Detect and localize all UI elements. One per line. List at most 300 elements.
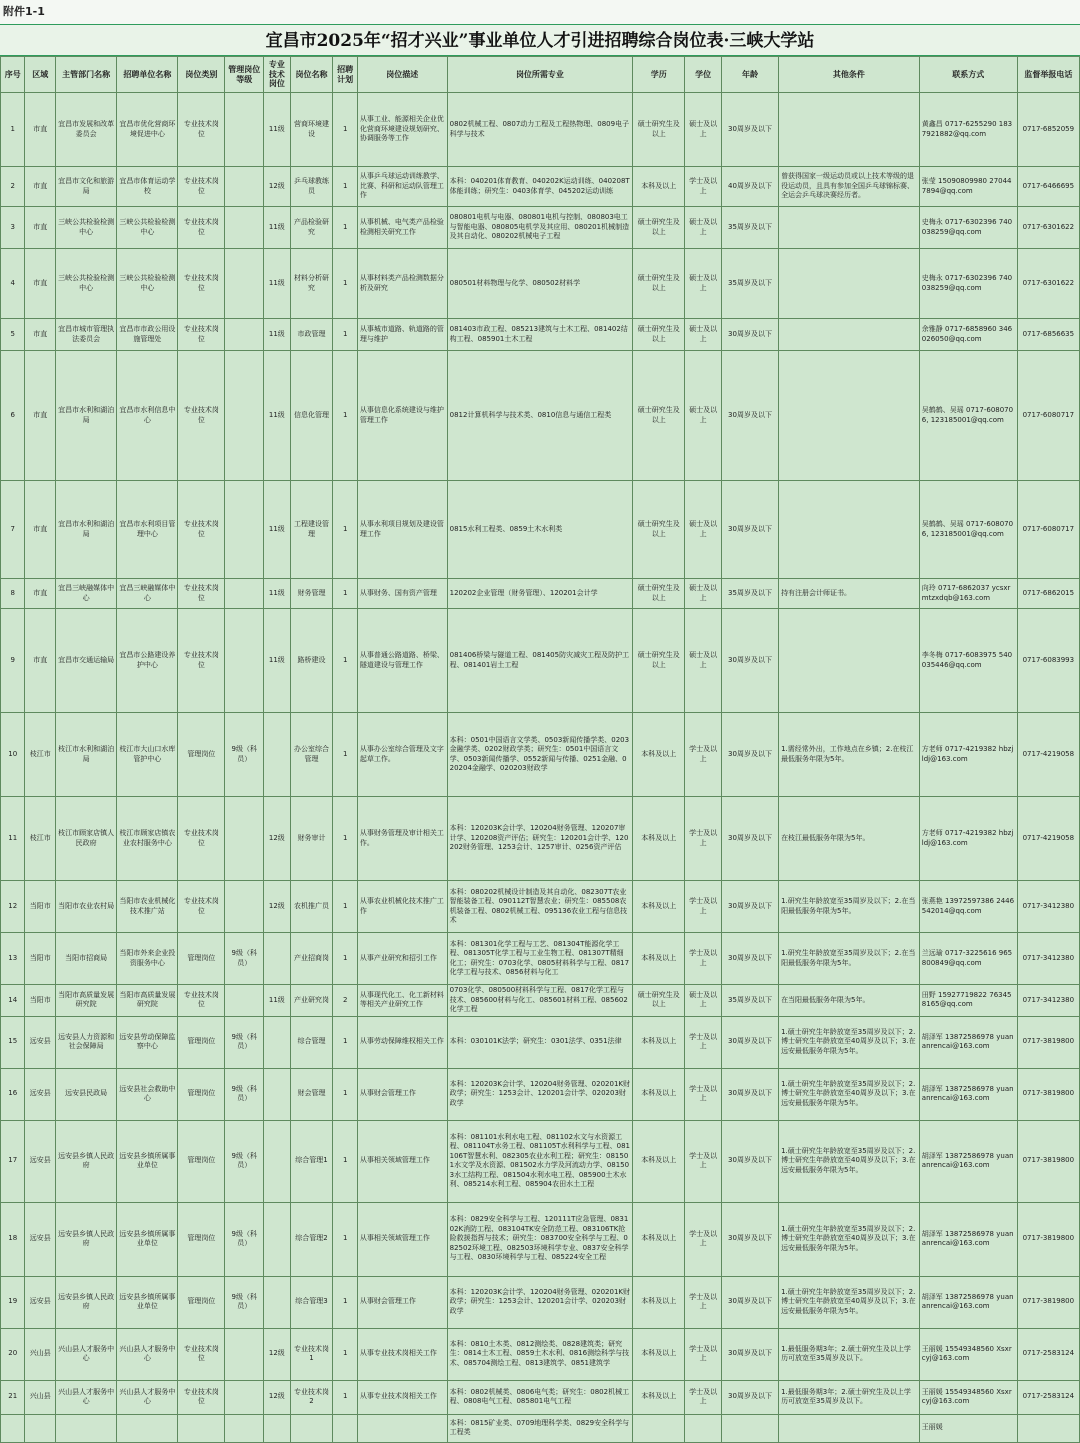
table-cell [1017, 1414, 1079, 1442]
table-cell: 1 [333, 933, 357, 985]
table-cell: 0717-6856635 [1017, 319, 1079, 351]
table-cell: 9级（科员） [225, 1068, 264, 1120]
table-cell: 从事机械、电气类产品检验检测相关研究工作 [357, 207, 447, 249]
table-cell: 0717-6852059 [1017, 93, 1079, 167]
table-cell: 1.最低服务期3年；2.硕士研究生及以上学历可放宽至35周岁及以下。 [779, 1328, 920, 1380]
table-cell: 当阳市农业机械化技术推广站 [117, 881, 178, 933]
table-cell: 4 [1, 249, 25, 319]
table-cell [225, 579, 264, 609]
table-row [1, 319, 1080, 351]
table-cell: 远安县乡镇所属事业单位 [117, 1202, 178, 1276]
table-cell: 0717-6466695 [1017, 167, 1079, 207]
table-cell: 从事乒乓球运动训练教学、比赛、科研和运动队管理工作 [357, 167, 447, 207]
table-cell: 管理岗位 [178, 1120, 225, 1202]
table-cell: 0717-3412380 [1017, 985, 1079, 1017]
table-cell: 专业技术岗位 [178, 249, 225, 319]
table-cell: 远安县乡镇所属事业单位 [117, 1276, 178, 1328]
table-cell: 兴山县人才服务中心 [117, 1380, 178, 1414]
table-cell: 0717-3412380 [1017, 933, 1079, 985]
table-cell: 方老师 0717-4219382 hbzjldj@163.com [919, 797, 1017, 881]
table-cell: 专业技术岗位 [178, 481, 225, 579]
table-cell: 专业技术岗位 [178, 207, 225, 249]
table-cell: 远安县 [25, 1276, 56, 1328]
table-cell: 史梅永 0717-6302396 740038259@qq.com [919, 207, 1017, 249]
table-cell: 0717-6080717 [1017, 351, 1079, 481]
table-cell: 三峡公共检验检测中心 [117, 207, 178, 249]
table-cell: 硕士及以上 [685, 93, 722, 167]
table-cell: 本科及以上 [633, 1328, 685, 1380]
table-cell: 远安县乡镇人民政府 [56, 1276, 117, 1328]
table-cell: 1 [1, 93, 25, 167]
table-cell: 专业技术岗位 [178, 797, 225, 881]
table-cell: 15 [1, 1016, 25, 1068]
table-cell: 宜昌市水利和湖泊局 [56, 351, 117, 481]
table-cell: 专业技术岗位 [178, 93, 225, 167]
table-cell: 远安县 [25, 1202, 56, 1276]
table-cell: 吴鹤鹤、吴瑶 0717-6080706, 123185001@qq.com [919, 481, 1017, 579]
table-cell: 本科及以上 [633, 881, 685, 933]
table-cell: 30周岁及以下 [721, 1276, 778, 1328]
table-cell: 1.硕士研究生年龄放宽至35周岁及以下；2.博士研究生年龄放宽至40周岁及以下；3.在远安最低服务年限为5年。 [779, 1068, 920, 1120]
table-cell [779, 481, 920, 579]
table-cell: 硕士及以上 [685, 351, 722, 481]
table-cell: 40周岁及以下 [721, 167, 778, 207]
table-cell: 9级（科员） [225, 1276, 264, 1328]
table-cell [117, 1414, 178, 1442]
table-cell: 工程建设管理 [290, 481, 333, 579]
table-cell: 7 [1, 481, 25, 579]
table-cell: 管理岗位 [178, 1276, 225, 1328]
table-cell [225, 797, 264, 881]
table-cell: 市直 [25, 609, 56, 713]
table-cell: 从事现代化工、化工新材料等相关产业研究工作 [357, 985, 447, 1017]
table-cell: 080801电机与电器、080801电机与控制、080803电工与智能电器、080805电机学及其应用、080201机械制造及其自动化、080202机械电子工程 [447, 207, 633, 249]
table-cell: 0815水利工程类、0859土木水利类 [447, 481, 633, 579]
table-cell: 20 [1, 1328, 25, 1380]
table-cell [225, 319, 264, 351]
table-row [1, 351, 1080, 481]
table-cell: 0717-6301622 [1017, 249, 1079, 319]
table-cell: 12级 [264, 1380, 291, 1414]
table-cell: 远安县 [25, 1016, 56, 1068]
table-cell: 35周岁及以下 [721, 579, 778, 609]
table-cell: 远安县乡镇所属事业单位 [117, 1120, 178, 1202]
table-cell [264, 713, 291, 797]
table-cell: 11级 [264, 985, 291, 1017]
table-row [1, 579, 1080, 609]
table-cell: 11级 [264, 609, 291, 713]
table-header-row [1, 57, 1080, 93]
table-cell: 080501材料物理与化学、080502材料学 [447, 249, 633, 319]
table-cell [779, 207, 920, 249]
table-cell: 李冬梅 0717-6083975 540035446@qq.com [919, 609, 1017, 713]
table-cell [779, 249, 920, 319]
table-cell: 向玲 0717-6862037 ycsxrmtzxdqb@163.com [919, 579, 1017, 609]
table-cell [225, 167, 264, 207]
table-cell: 远安县社会救助中心 [117, 1068, 178, 1120]
table-cell: 从事财会管理工作 [357, 1068, 447, 1120]
table-cell: 1 [333, 1016, 357, 1068]
column-header: 岗位名称 [290, 57, 333, 93]
column-header: 区域 [25, 57, 56, 93]
table-cell: 管理岗位 [178, 933, 225, 985]
table-cell: 硕士研究生及以上 [633, 985, 685, 1017]
table-cell: 35周岁及以下 [721, 249, 778, 319]
table-cell: 从事相关领域管理工作 [357, 1120, 447, 1202]
table-cell: 0717-6301622 [1017, 207, 1079, 249]
table-cell: 学士及以上 [685, 933, 722, 985]
table-cell: 从事材料类产品检测数据分析及研究 [357, 249, 447, 319]
table-cell: 9级（科员） [225, 713, 264, 797]
table-cell [264, 1016, 291, 1068]
table-cell: 宜昌市公路建设养护中心 [117, 609, 178, 713]
positions-table [0, 56, 1080, 1443]
table-cell: 财务管理 [290, 579, 333, 609]
column-header: 联系方式 [919, 57, 1017, 93]
table-cell: 0717-2583124 [1017, 1380, 1079, 1414]
table-cell [633, 1414, 685, 1442]
table-cell: 胡泽军 13872586978 yuananrencai@163.com [919, 1068, 1017, 1120]
table-cell: 从事相关领域管理工作 [357, 1202, 447, 1276]
table-cell: 专业技术岗位 [178, 609, 225, 713]
table-cell: 宜昌市城市管理执法委员会 [56, 319, 117, 351]
table-cell: 1.硕士研究生年龄放宽至35周岁及以下；2.博士研究生年龄放宽至40周岁及以下；3.在远安最低服务年限为5年。 [779, 1202, 920, 1276]
table-cell: 史梅永 0717-6302396 740038259@qq.com [919, 249, 1017, 319]
table-cell: 1.硕士研究生年龄放宽至35周岁及以下；2.博士研究生年龄放宽至40周岁及以下；3.在远安最低服务年限为5年。 [779, 1016, 920, 1068]
table-cell: 远安县民政局 [56, 1068, 117, 1120]
table-cell: 从事办公室综合管理及文字起草工作。 [357, 713, 447, 797]
table-cell: 120202企业管理（财务管理）、120201会计学 [447, 579, 633, 609]
table-cell: 10 [1, 713, 25, 797]
table-cell: 硕士研究生及以上 [633, 579, 685, 609]
table-cell: 枝江市 [25, 797, 56, 881]
table-cell: 市直 [25, 207, 56, 249]
table-cell: 1 [333, 351, 357, 481]
table-cell: 本科及以上 [633, 167, 685, 207]
table-cell: 16 [1, 1068, 25, 1120]
table-cell: 学士及以上 [685, 1120, 722, 1202]
table-cell: 硕士研究生及以上 [633, 207, 685, 249]
table-cell: 30周岁及以下 [721, 881, 778, 933]
table-cell: 1.需经常外出，工作地点在乡镇；2.在枝江最低服务年限为5年。 [779, 713, 920, 797]
table-cell: 本科及以上 [633, 713, 685, 797]
table-cell [721, 1414, 778, 1442]
table-cell: 从事劳动保障维权相关工作 [357, 1016, 447, 1068]
table-cell [225, 881, 264, 933]
table-cell: 1 [333, 1202, 357, 1276]
table-cell: 专业技术岗1 [290, 1328, 333, 1380]
table-cell: 材料分析研究 [290, 249, 333, 319]
table-cell: 管理岗位 [178, 713, 225, 797]
table-cell: 12 [1, 881, 25, 933]
table-cell: 本科：081301化学工程与工艺、081304T能源化学工程、081305T化学工程与工业生物工程、081307T精细化工；研究生：0703化学、0805材料科学与工程、0817化学工程与技术、0856材料与化工 [447, 933, 633, 985]
table-cell: 19 [1, 1276, 25, 1328]
table-cell: 0717-6862015 [1017, 579, 1079, 609]
table-cell: 胡泽军 13872586978 yuananrencai@163.com [919, 1120, 1017, 1202]
table-cell: 1 [333, 1120, 357, 1202]
table-cell: 30周岁及以下 [721, 1328, 778, 1380]
table-cell: 从事普通公路道路、桥梁、隧道建设与管理工作 [357, 609, 447, 713]
table-cell: 专业技术岗位 [178, 167, 225, 207]
table-row [1, 985, 1080, 1017]
table-cell: 本科及以上 [633, 1276, 685, 1328]
table-cell: 0717-3412380 [1017, 881, 1079, 933]
table-cell [779, 351, 920, 481]
table-cell: 硕士研究生及以上 [633, 481, 685, 579]
table-cell [225, 351, 264, 481]
table-cell: 本科及以上 [633, 1016, 685, 1068]
table-cell: 1 [333, 579, 357, 609]
table-cell [225, 985, 264, 1017]
table-cell: 本科及以上 [633, 1380, 685, 1414]
table-cell: 王丽媛 15549348560 Xsxrcyj@163.com [919, 1380, 1017, 1414]
table-cell: 硕士研究生及以上 [633, 351, 685, 481]
table-cell: 0703化学、080500材料科学与工程、0817化学工程与技术、085600材料与化工、085601材料工程、085602化学工程 [447, 985, 633, 1017]
table-cell: 1 [333, 207, 357, 249]
table-cell: 0717-3819800 [1017, 1120, 1079, 1202]
table-cell: 9级（科员） [225, 1016, 264, 1068]
table-row [1, 797, 1080, 881]
table-cell [264, 1276, 291, 1328]
page-title: 宜昌市2025年“招才兴业”事业单位人才引进招聘综合岗位表·三峡大学站 [0, 24, 1080, 56]
table-cell: 1.最低服务期3年；2.硕士研究生及以上学历可放宽至35周岁及以下。 [779, 1380, 920, 1414]
table-cell: 产品检验研究 [290, 207, 333, 249]
table-cell: 1 [333, 609, 357, 713]
column-header: 招聘单位名称 [117, 57, 178, 93]
table-cell: 胡泽军 13872586978 yuananrencai@163.com [919, 1276, 1017, 1328]
table-cell: 枝江市顾家店镇农业农村服务中心 [117, 797, 178, 881]
table-cell: 兴山县人才服务中心 [56, 1380, 117, 1414]
table-cell: 财会管理 [290, 1068, 333, 1120]
table-cell: 17 [1, 1120, 25, 1202]
table-cell: 信息化管理 [290, 351, 333, 481]
table-cell: 乒乓球教练员 [290, 167, 333, 207]
table-cell: 兰远瑜 0717-3225616 965800849@qq.com [919, 933, 1017, 985]
table-cell: 远安县劳动保障监察中心 [117, 1016, 178, 1068]
table-cell: 市政管理 [290, 319, 333, 351]
table-cell [333, 1414, 357, 1442]
table-cell: 宜昌市水利项目管理中心 [117, 481, 178, 579]
table-cell: 硕士及以上 [685, 579, 722, 609]
table-cell [225, 249, 264, 319]
table-cell: 当阳市农业农村局 [56, 881, 117, 933]
table-cell: 1.硕士研究生年龄放宽至35周岁及以下；2.博士研究生年龄放宽至40周岁及以下；3.在远安最低服务年限为5年。 [779, 1276, 920, 1328]
table-cell: 远安县乡镇人民政府 [56, 1202, 117, 1276]
table-cell: 专业技术岗位 [178, 1328, 225, 1380]
table-cell: 2 [333, 985, 357, 1017]
table-cell: 产业招商岗 [290, 933, 333, 985]
table-row [1, 481, 1080, 579]
table-cell: 3 [1, 207, 25, 249]
table-cell: 当阳市高质量发展研究院 [56, 985, 117, 1017]
table-cell: 市直 [25, 319, 56, 351]
table-cell: 本科：120203K会计学、120204财务管理、020201K财政学；研究生：1253会计、120201会计学、020203财政学 [447, 1068, 633, 1120]
table-cell: 宜昌市文化和旅游局 [56, 167, 117, 207]
table-cell: 30周岁及以下 [721, 1202, 778, 1276]
table-cell: 12级 [264, 797, 291, 881]
table-cell: 市直 [25, 579, 56, 609]
table-cell: 宜昌市体育运动学校 [117, 167, 178, 207]
table-cell: 1 [333, 319, 357, 351]
table-cell: 产业研究岗 [290, 985, 333, 1017]
table-cell: 9 [1, 609, 25, 713]
table-cell: 1 [333, 797, 357, 881]
table-cell: 余雅静 0717-6858960 346026050@qq.com [919, 319, 1017, 351]
table-cell: 当阳市高质量发展研究院 [117, 985, 178, 1017]
table-cell: 硕士及以上 [685, 985, 722, 1017]
table-row [1, 881, 1080, 933]
table-cell: 专业技术岗位 [178, 579, 225, 609]
table-cell: 学士及以上 [685, 797, 722, 881]
table-cell [225, 609, 264, 713]
table-cell: 路桥建设 [290, 609, 333, 713]
table-cell: 枝江市 [25, 713, 56, 797]
column-header: 年龄 [721, 57, 778, 93]
table-cell [779, 319, 920, 351]
table-cell: 远安县 [25, 1120, 56, 1202]
table-cell: 专业技术岗位 [178, 351, 225, 481]
table-cell: 综合管理2 [290, 1202, 333, 1276]
table-cell [225, 1414, 264, 1442]
table-cell: 11级 [264, 249, 291, 319]
table-cell: 张燕艳 13972597386 2446542014@qq.com [919, 881, 1017, 933]
column-header: 岗位类别 [178, 57, 225, 93]
table-cell: 综合管理3 [290, 1276, 333, 1328]
table-cell: 9级（科员） [225, 933, 264, 985]
table-cell: 专业技术岗位 [178, 881, 225, 933]
table-cell: 管理岗位 [178, 1068, 225, 1120]
table-row [1, 1202, 1080, 1276]
table-cell: 学士及以上 [685, 1016, 722, 1068]
table-cell: 5 [1, 319, 25, 351]
table-cell: 12级 [264, 167, 291, 207]
table-cell: 本科及以上 [633, 797, 685, 881]
table-cell: 三峡公共检验检测中心 [56, 249, 117, 319]
table-cell: 学士及以上 [685, 1202, 722, 1276]
table-cell: 30周岁及以下 [721, 93, 778, 167]
table-cell: 1 [333, 1328, 357, 1380]
table-cell: 综合管理 [290, 1016, 333, 1068]
table-cell: 当阳市招商局 [56, 933, 117, 985]
table-cell: 12级 [264, 881, 291, 933]
column-header: 其他条件 [779, 57, 920, 93]
table-cell: 本科及以上 [633, 1202, 685, 1276]
table-cell: 专业技术岗位 [178, 985, 225, 1017]
table-cell: 硕士及以上 [685, 207, 722, 249]
table-cell: 学士及以上 [685, 713, 722, 797]
table-row [1, 167, 1080, 207]
table-cell: 30周岁及以下 [721, 1016, 778, 1068]
table-cell: 市直 [25, 249, 56, 319]
table-cell: 0717-3819800 [1017, 1202, 1079, 1276]
table-cell: 从事专业技术岗相关工作 [357, 1380, 447, 1414]
table-cell [264, 1202, 291, 1276]
table-cell: 11级 [264, 93, 291, 167]
table-cell: 在当阳最低服务年限为5年。 [779, 985, 920, 1017]
table-cell: 黄鑫昌 0717-6255290 1837921882@qq.com [919, 93, 1017, 167]
table-cell: 硕士研究生及以上 [633, 319, 685, 351]
table-row [1, 1276, 1080, 1328]
table-cell: 1.研究生年龄放宽至35周岁及以下；2.在当阳最低服务年限为5年。 [779, 933, 920, 985]
table-row [1, 207, 1080, 249]
table-cell: 专业技术岗位 [178, 319, 225, 351]
table-cell: 田野 15927719822 763458165@qq.com [919, 985, 1017, 1017]
table-cell: 1 [333, 1068, 357, 1120]
table-cell: 0812计算机科学与技术类、0810信息与通信工程类 [447, 351, 633, 481]
table-cell: 王丽媛 [919, 1414, 1017, 1442]
table-cell: 从事产业研究和招引工作 [357, 933, 447, 985]
table-cell: 专业技术岗2 [290, 1380, 333, 1414]
table-cell: 胡泽军 13872586978 yuananrencai@163.com [919, 1202, 1017, 1276]
table-cell: 8 [1, 579, 25, 609]
table-cell: 本科：120203K会计学、120204财务管理、120207审计学、120208资产评估；研究生：120201会计学、120202财务管理、1253会计、1257审计、0256资产评估 [447, 797, 633, 881]
table-cell: 管理岗位 [178, 1202, 225, 1276]
table-cell: 当阳市 [25, 985, 56, 1017]
table-cell: 30周岁及以下 [721, 351, 778, 481]
table-cell: 宜昌市发展和改革委员会 [56, 93, 117, 167]
table-cell: 1 [333, 713, 357, 797]
attachment-label: 附件1-1 [0, 0, 1080, 24]
table-cell: 30周岁及以下 [721, 609, 778, 713]
column-header: 岗位描述 [357, 57, 447, 93]
table-row [1, 249, 1080, 319]
table-row [1, 1380, 1080, 1414]
table-cell: 宜昌三峡融媒体中心 [56, 579, 117, 609]
table-row [1, 1414, 1080, 1442]
table-cell: 三峡公共检验检测中心 [117, 249, 178, 319]
table-cell: 本科及以上 [633, 1120, 685, 1202]
table-cell: 30周岁及以下 [721, 1380, 778, 1414]
table-cell [225, 481, 264, 579]
column-header: 学位 [685, 57, 722, 93]
table-cell: 王丽媛 15549348560 Xsxrcyj@163.com [919, 1328, 1017, 1380]
table-cell: 胡泽军 13872586978 yuananrencai@163.com [919, 1016, 1017, 1068]
column-header: 专业技术岗位 [264, 57, 291, 93]
table-cell: 硕士及以上 [685, 481, 722, 579]
table-cell [56, 1414, 117, 1442]
table-cell [225, 207, 264, 249]
table-cell: 0717-4219058 [1017, 797, 1079, 881]
table-cell [779, 609, 920, 713]
table-cell: 方老师 0717-4219382 hbzjldj@163.com [919, 713, 1017, 797]
table-cell: 从事水利项目规划及建设管理工作 [357, 481, 447, 579]
table-cell: 硕士研究生及以上 [633, 93, 685, 167]
table-cell: 宜昌市水利和湖泊局 [56, 481, 117, 579]
table-cell: 市直 [25, 93, 56, 167]
table-cell: 曾获得国家一级运动员或以上技术等级的退役运动员，且具有参加全国乒乓球锦标赛、全运会乒乓球决赛经历者。 [779, 167, 920, 207]
table-cell: 11 [1, 797, 25, 881]
table-cell: 学士及以上 [685, 881, 722, 933]
table-cell: 本科：120203K会计学、120204财务管理、020201K财政学；研究生：1253会计、120201会计学、020203财政学 [447, 1276, 633, 1328]
table-cell: 30周岁及以下 [721, 1120, 778, 1202]
table-cell: 宜昌市优化营商环境促进中心 [117, 93, 178, 167]
table-cell: 14 [1, 985, 25, 1017]
table-cell [779, 93, 920, 167]
table-cell: 6 [1, 351, 25, 481]
table-cell: 081406桥梁与隧道工程、081405防灾减灾工程及防护工程、081401岩土工程 [447, 609, 633, 713]
table-cell: 兴山县人才服务中心 [117, 1328, 178, 1380]
table-cell: 营商环境建设 [290, 93, 333, 167]
table-cell: 办公室综合管理 [290, 713, 333, 797]
column-header: 主管部门名称 [56, 57, 117, 93]
table-cell: 本科：0829安全科学与工程、120111T应急管理、083102K消防工程、083104TK安全防范工程、083106TK抢险救援指挥与技术；研究生：083700安全科学与工程、082502环境工程、082503环境科学专业、0837安全科学与工程、0830环境科学与工程、085224安全工程 [447, 1202, 633, 1276]
table-cell: 本科及以上 [633, 1068, 685, 1120]
table-cell: 本科：0501中国语言文学类、0503新闻传播学类、0203金融学类、0202财政学类；研究生：0501中国语言文学、0503新闻传播学、0552新闻与传播、0251金融、020204金融学、020203财政学 [447, 713, 633, 797]
table-cell: 本科：030101K法学；研究生：0301法学、0351法律 [447, 1016, 633, 1068]
table-cell: 当阳市外来企业投资服务中心 [117, 933, 178, 985]
column-header: 学历 [633, 57, 685, 93]
table-row [1, 93, 1080, 167]
